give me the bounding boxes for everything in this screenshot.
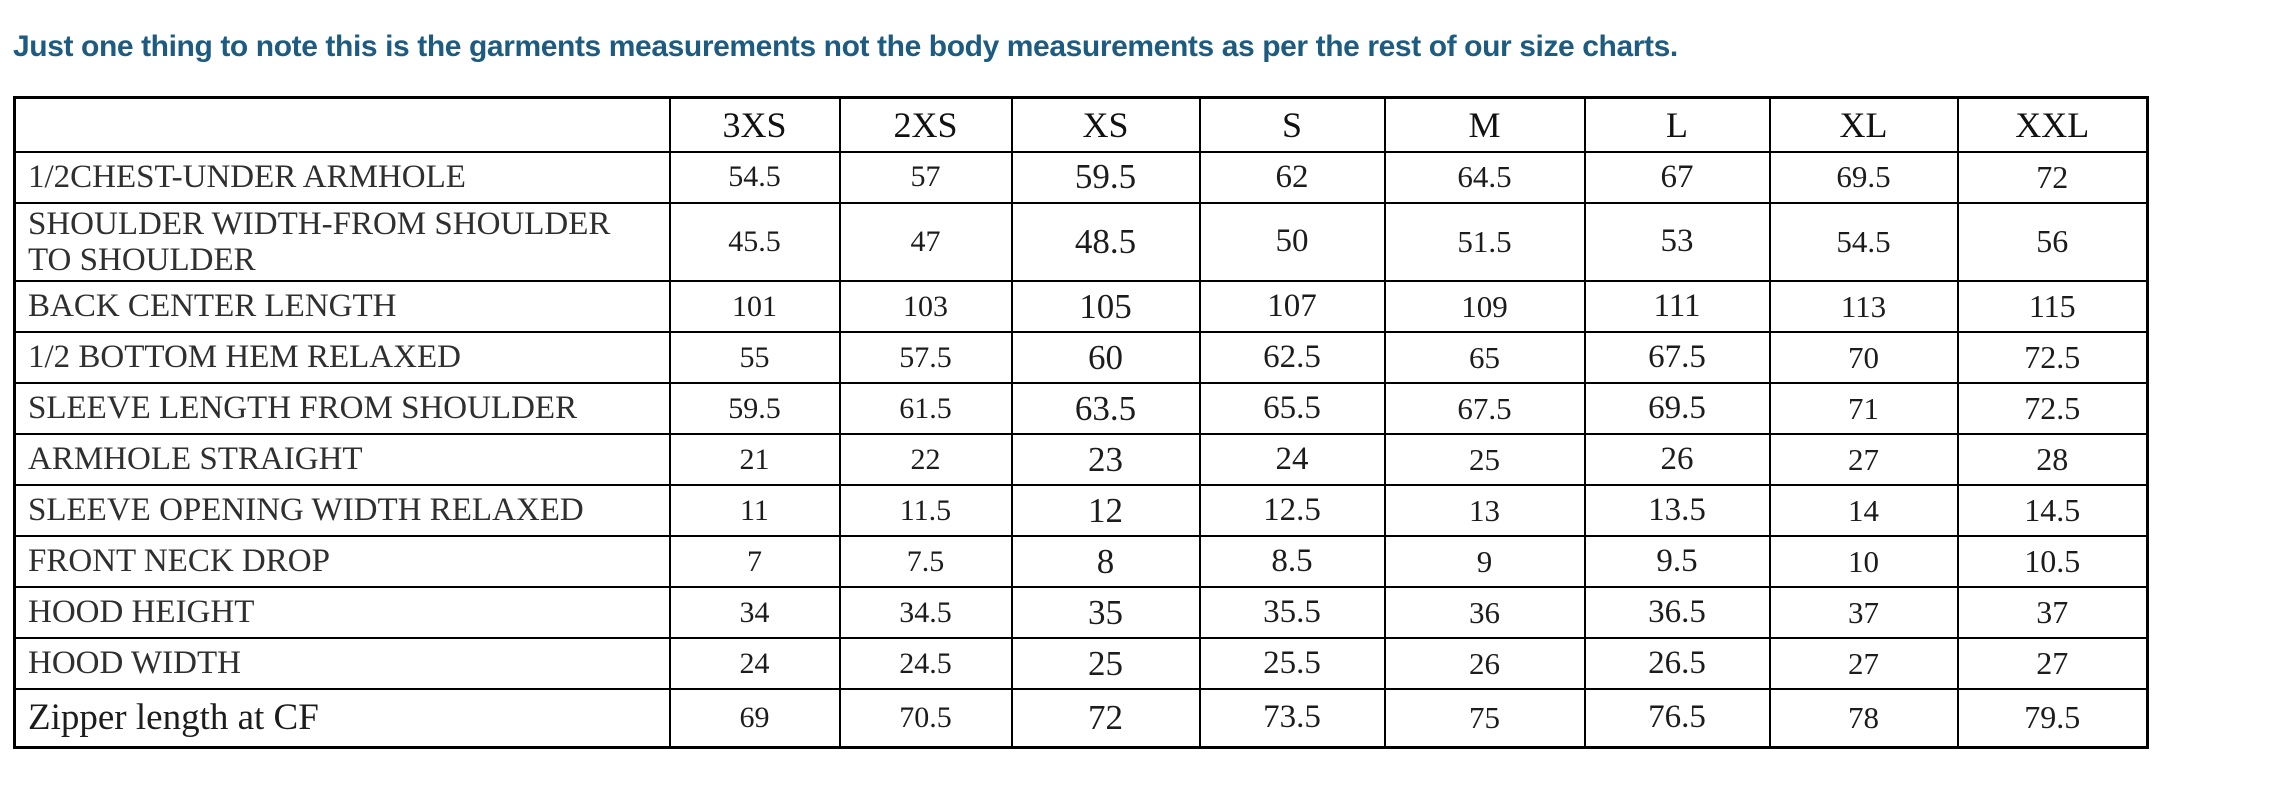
measurement-value: 25.5 (1200, 638, 1385, 689)
measurement-value: 27 (1770, 638, 1958, 689)
note-text: Just one thing to note this is the garments measurements not the body measurements as per the rest of our size charts. (13, 30, 1678, 63)
measurement-value: 8.5 (1200, 536, 1385, 587)
measurement-value: 105 (1012, 281, 1200, 332)
size-chart-body (15, 152, 2148, 748)
measurement-row (15, 638, 2148, 689)
size-chart-table (13, 96, 2149, 749)
measurement-value: 53 (1585, 203, 1770, 282)
measurement-value: 70 (1770, 332, 1958, 383)
measurement-value: 14.5 (1958, 485, 2148, 536)
measurement-label: HOOD WIDTH (15, 638, 670, 689)
measurement-value: 9.5 (1585, 536, 1770, 587)
measurement-value: 65.5 (1200, 383, 1385, 434)
measurement-value: 8 (1012, 536, 1200, 587)
measurement-value: 55 (670, 332, 840, 383)
measurement-value: 37 (1770, 587, 1958, 638)
measurement-value: 103 (840, 281, 1012, 332)
measurement-value: 12 (1012, 485, 1200, 536)
measurement-value: 72 (1958, 152, 2148, 203)
measurement-label: Zipper length at CF (15, 689, 670, 747)
measurement-value: 63.5 (1012, 383, 1200, 434)
measurement-value: 34.5 (840, 587, 1012, 638)
measurement-value: 56 (1958, 203, 2148, 282)
measurement-value: 107 (1200, 281, 1385, 332)
measurement-value: 23 (1012, 434, 1200, 485)
measurement-value: 36 (1385, 587, 1585, 638)
measurement-value: 14 (1770, 485, 1958, 536)
measurement-label: SHOULDER WIDTH-FROM SHOULDER TO SHOULDER (15, 203, 670, 282)
measurement-value: 57.5 (840, 332, 1012, 383)
measurement-value: 111 (1585, 281, 1770, 332)
measurement-value: 76.5 (1585, 689, 1770, 747)
measurement-value: 11.5 (840, 485, 1012, 536)
measurement-label: SLEEVE OPENING WIDTH RELAXED (15, 485, 670, 536)
measurement-value: 13 (1385, 485, 1585, 536)
measurement-value: 26 (1585, 434, 1770, 485)
measurement-value: 72.5 (1958, 332, 2148, 383)
measurement-value: 24 (670, 638, 840, 689)
measurement-row (15, 332, 2148, 383)
measurement-value: 35 (1012, 587, 1200, 638)
size-column-header: S (1200, 98, 1385, 152)
measurement-value: 34 (670, 587, 840, 638)
measurement-label: 1/2CHEST-UNDER ARMHOLE (15, 152, 670, 203)
measurement-value: 113 (1770, 281, 1958, 332)
measurement-value: 59.5 (1012, 152, 1200, 203)
measurement-value: 75 (1385, 689, 1585, 747)
measurement-value: 10.5 (1958, 536, 2148, 587)
measurement-value: 54.5 (670, 152, 840, 203)
measurement-value: 101 (670, 281, 840, 332)
measurement-value: 12.5 (1200, 485, 1385, 536)
measurement-row (15, 383, 2148, 434)
measurement-value: 59.5 (670, 383, 840, 434)
size-column-header: 3XS (670, 98, 840, 152)
measurement-value: 36.5 (1585, 587, 1770, 638)
measurement-value: 72.5 (1958, 383, 2148, 434)
measurement-value: 62.5 (1200, 332, 1385, 383)
measurement-value: 45.5 (670, 203, 840, 282)
measurement-value: 67.5 (1385, 383, 1585, 434)
measurement-value: 67.5 (1585, 332, 1770, 383)
measurement-value: 54.5 (1770, 203, 1958, 282)
measurement-label: HOOD HEIGHT (15, 587, 670, 638)
measurement-value: 65 (1385, 332, 1585, 383)
measurement-value: 71 (1770, 383, 1958, 434)
measurement-value: 10 (1770, 536, 1958, 587)
measurement-value: 13.5 (1585, 485, 1770, 536)
measurement-row (15, 536, 2148, 587)
measurement-value: 62 (1200, 152, 1385, 203)
measurement-value: 11 (670, 485, 840, 536)
measurement-value: 67 (1585, 152, 1770, 203)
measurement-value: 73.5 (1200, 689, 1385, 747)
measurement-value: 28 (1958, 434, 2148, 485)
measurement-value: 78 (1770, 689, 1958, 747)
size-column-header: XXL (1958, 98, 2148, 152)
measurement-value: 69.5 (1770, 152, 1958, 203)
measurement-value: 57 (840, 152, 1012, 203)
measurement-value: 27 (1958, 638, 2148, 689)
measurement-value: 26 (1385, 638, 1585, 689)
measurement-row (15, 587, 2148, 638)
measurement-value: 7 (670, 536, 840, 587)
measurement-row (15, 434, 2148, 485)
measurement-value: 47 (840, 203, 1012, 282)
measurement-value: 27 (1770, 434, 1958, 485)
measurement-value: 21 (670, 434, 840, 485)
measurement-row (15, 152, 2148, 203)
measurement-value: 26.5 (1585, 638, 1770, 689)
measurement-row (15, 485, 2148, 536)
measurement-row (15, 203, 2148, 282)
measurement-value: 61.5 (840, 383, 1012, 434)
size-column-header: XS (1012, 98, 1200, 152)
measurement-value: 64.5 (1385, 152, 1585, 203)
measurement-value: 72 (1012, 689, 1200, 747)
measurement-value: 69 (670, 689, 840, 747)
measurement-value: 24 (1200, 434, 1385, 485)
measurement-value: 50 (1200, 203, 1385, 282)
measurement-value: 22 (840, 434, 1012, 485)
measurement-value: 79.5 (1958, 689, 2148, 747)
measurement-label: ARMHOLE STRAIGHT (15, 434, 670, 485)
measurement-label: BACK CENTER LENGTH (15, 281, 670, 332)
size-header-row (15, 98, 2148, 152)
measurement-value: 24.5 (840, 638, 1012, 689)
measurement-label: 1/2 BOTTOM HEM RELAXED (15, 332, 670, 383)
measurement-value: 9 (1385, 536, 1585, 587)
measurement-label: FRONT NECK DROP (15, 536, 670, 587)
measurement-value: 70.5 (840, 689, 1012, 747)
measurement-row (15, 689, 2148, 747)
corner-cell (15, 98, 670, 152)
measurement-value: 69.5 (1585, 383, 1770, 434)
size-column-header: 2XS (840, 98, 1012, 152)
measurement-value: 109 (1385, 281, 1585, 332)
size-column-header: M (1385, 98, 1585, 152)
measurement-value: 115 (1958, 281, 2148, 332)
measurement-value: 60 (1012, 332, 1200, 383)
measurement-value: 35.5 (1200, 587, 1385, 638)
measurement-label: SLEEVE LENGTH FROM SHOULDER (15, 383, 670, 434)
measurement-value: 25 (1012, 638, 1200, 689)
size-column-header: L (1585, 98, 1770, 152)
measurement-value: 48.5 (1012, 203, 1200, 282)
measurement-row (15, 281, 2148, 332)
measurement-value: 37 (1958, 587, 2148, 638)
measurement-value: 7.5 (840, 536, 1012, 587)
size-column-header: XL (1770, 98, 1958, 152)
measurement-value: 25 (1385, 434, 1585, 485)
measurement-value: 51.5 (1385, 203, 1585, 282)
